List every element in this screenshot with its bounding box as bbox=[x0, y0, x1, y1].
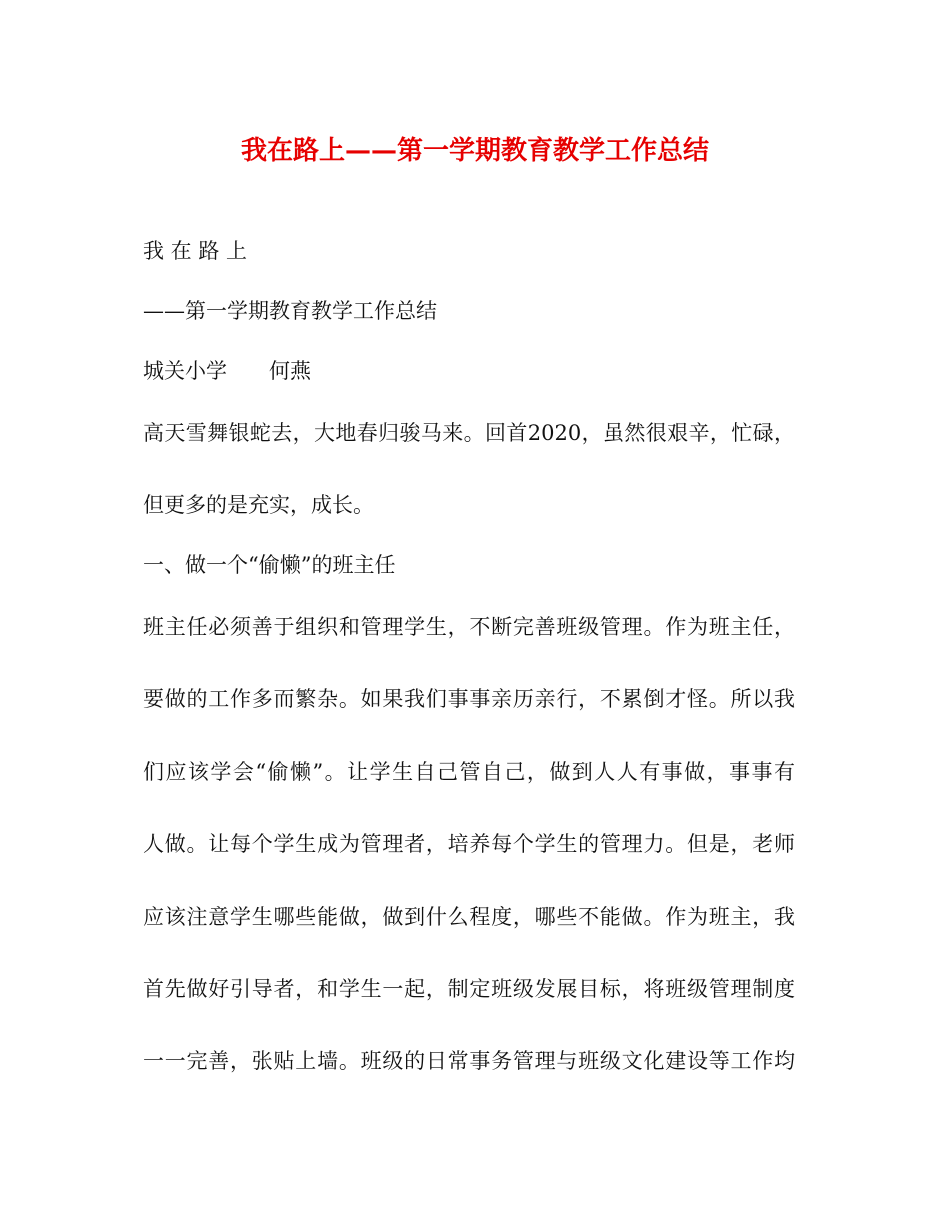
subtitle-line: ——第一学期教育教学工作总结 bbox=[143, 299, 437, 323]
section-heading: 一、做一个“偷懒”的班主任 bbox=[143, 553, 396, 577]
paragraph-line: 一一完善，张贴上墙。班级的日常事务管理与班级文化建设等工作均 bbox=[143, 1049, 795, 1073]
paragraph-line: 要做的工作多而繁杂。如果我们事事亲历亲行，不累倒才怪。所以我 bbox=[143, 687, 795, 711]
document-title: 我在路上——第一学期教育教学工作总结 bbox=[240, 136, 709, 166]
paragraph-line: 人做。让每个学生成为管理者，培养每个学生的管理力。但是，老师 bbox=[143, 832, 795, 856]
paragraph-line: 但更多的是充实，成长。 bbox=[143, 493, 374, 517]
subtitle-heading: 我 在 路 上 bbox=[143, 239, 248, 263]
paragraph-line: 高天雪舞银蛇去，大地春归骏马来。回首2020，虽然很艰辛，忙碌， bbox=[143, 421, 795, 445]
paragraph-line: 首先做好引导者，和学生一起，制定班级发展目标，将班级管理制度 bbox=[143, 977, 795, 1001]
paragraph-line: 们应该学会“偷懒”。让学生自己管自己，做到人人有事做，事事有 bbox=[143, 760, 795, 784]
paragraph-line: 班主任必须善于组织和管理学生，不断完善班级管理。作为班主任， bbox=[143, 615, 795, 639]
paragraph-line: 应该注意学生哪些能做，做到什么程度，哪些不能做。作为班主，我 bbox=[143, 905, 795, 929]
author-line: 城关小学 何燕 bbox=[143, 359, 311, 383]
